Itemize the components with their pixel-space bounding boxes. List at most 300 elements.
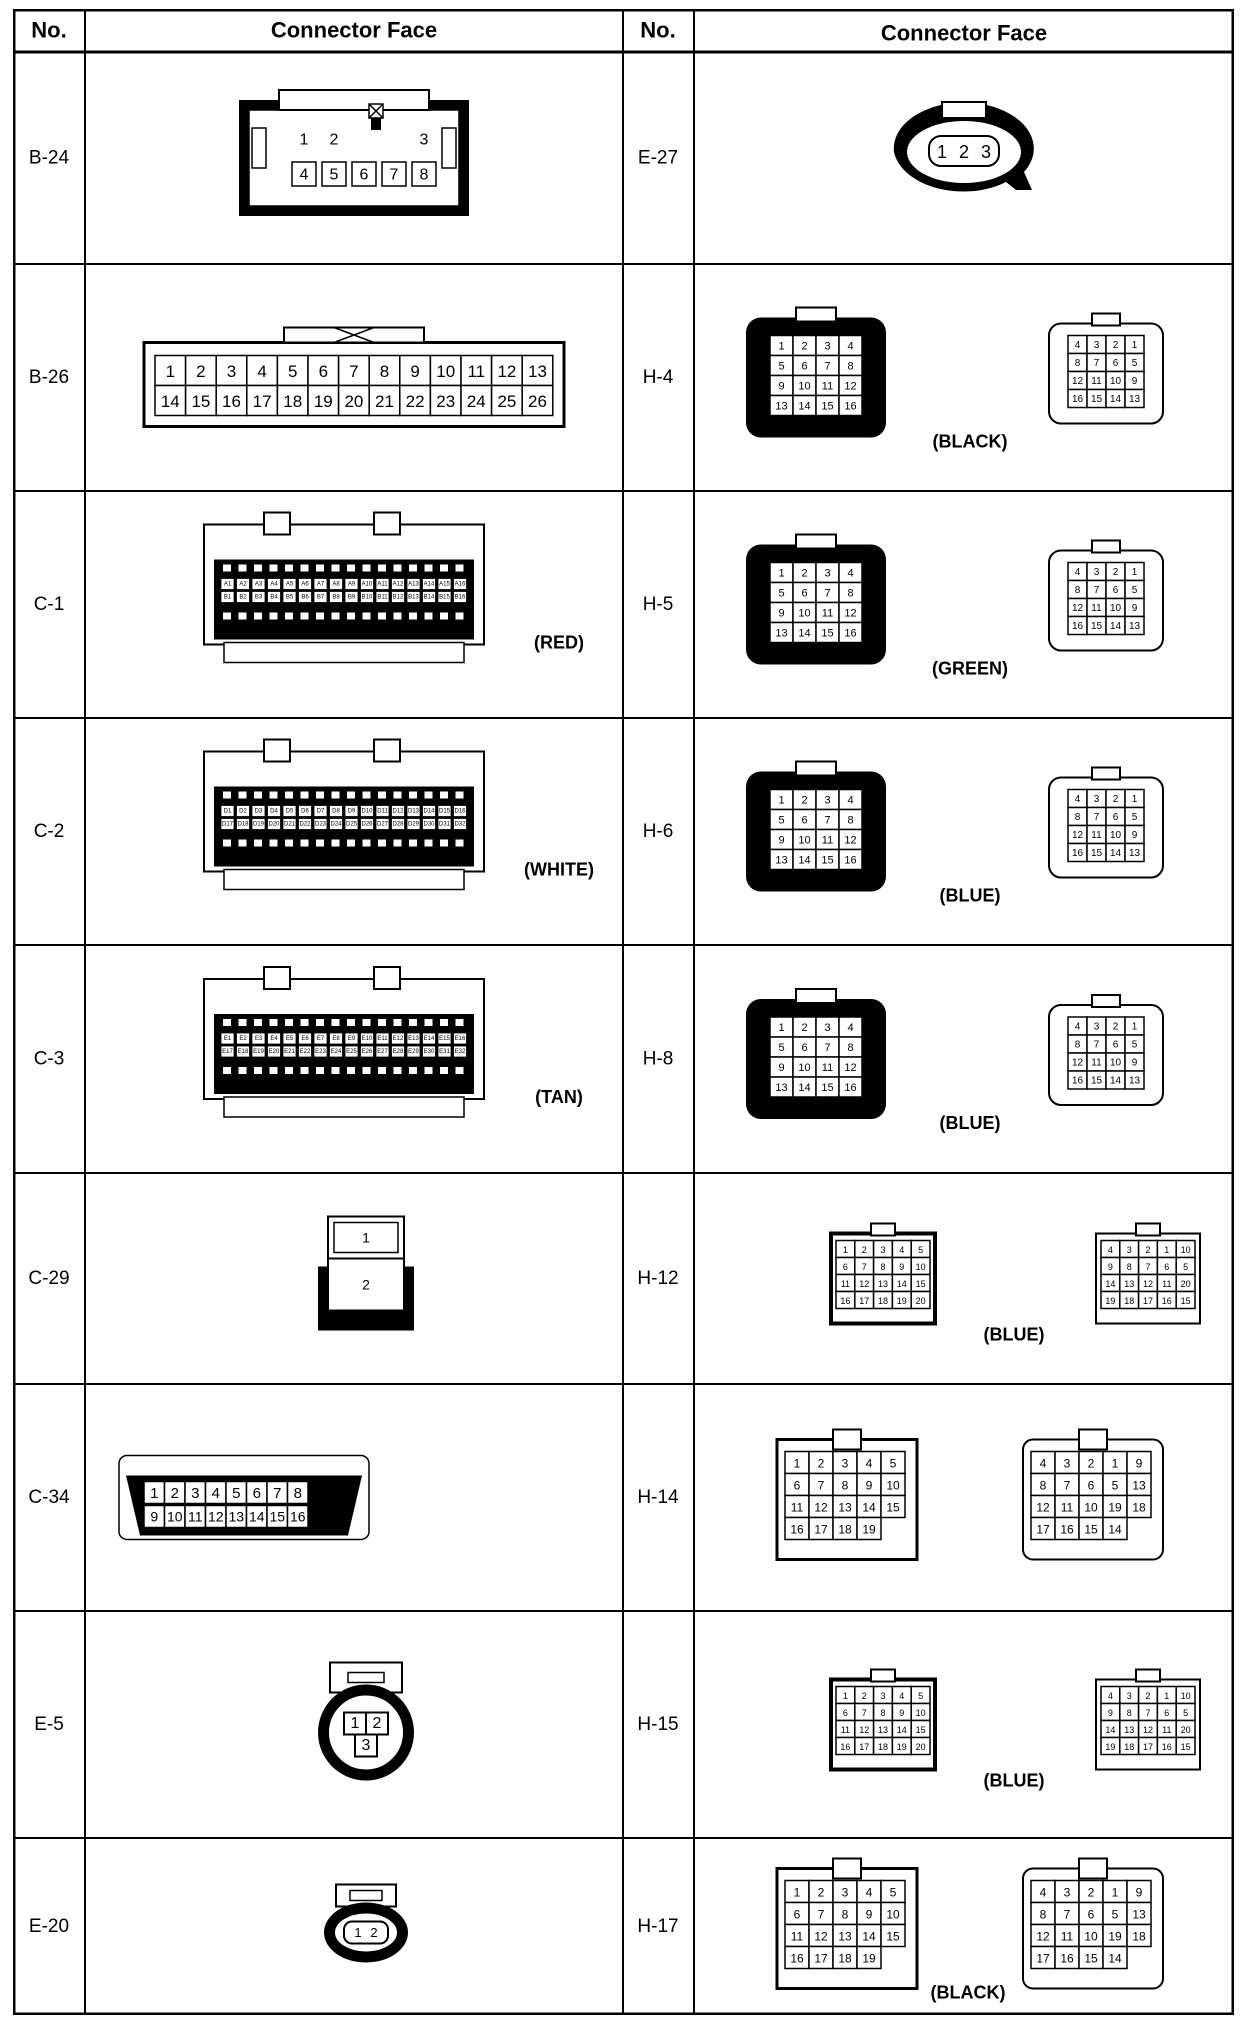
pin-label: 11 — [1060, 1929, 1074, 1944]
pin-hole — [363, 565, 371, 572]
pin-label: E5 — [285, 1036, 294, 1042]
pin-hole — [456, 565, 464, 572]
pin-label: 12 — [1142, 1279, 1154, 1289]
header-connector-face: Connector Face — [270, 17, 438, 43]
latch-lock — [371, 118, 381, 130]
pin-label: 10 — [1109, 1057, 1122, 1069]
pin-hole — [363, 613, 371, 620]
pin-label: A5 — [285, 581, 294, 588]
pin-label: 4 — [1074, 1021, 1081, 1033]
pin-label: 2 — [1145, 1691, 1151, 1701]
pin-label: 18 — [1132, 1500, 1146, 1515]
pin-label: E32 — [454, 1049, 466, 1055]
pin-label: 9 — [1135, 1456, 1143, 1471]
connector-number: B-24 — [28, 147, 70, 169]
connector-h-4 — [643, 308, 1163, 452]
pin-label: 15 — [821, 854, 834, 867]
pin-label: 5 — [918, 1691, 924, 1701]
pin-hole — [254, 840, 262, 847]
header-no: No. — [640, 17, 676, 43]
pin-label: 1 — [778, 1022, 785, 1034]
pin-label: 1 — [165, 362, 176, 381]
pin-label: A6 — [301, 581, 309, 588]
pin-label: 5 — [1111, 1478, 1119, 1493]
pin-label: 4 — [899, 1245, 905, 1255]
connector-c-34 — [28, 1456, 369, 1540]
pin-label: 18 — [877, 1742, 889, 1752]
pin-hole — [440, 792, 448, 799]
pin-label: 3 — [191, 1485, 200, 1502]
pin-label: 1 — [793, 1885, 801, 1900]
pin-label: 14 — [1105, 1279, 1116, 1289]
pin-label: 9 — [778, 380, 785, 393]
pin-label: A2 — [239, 581, 247, 588]
pin-hole — [223, 565, 231, 572]
connector-h-14 — [637, 1430, 1163, 1560]
pin-label: 16 — [844, 854, 857, 867]
pin-label: 7 — [1145, 1708, 1151, 1718]
pin-label: B9 — [347, 594, 356, 601]
pin-label: 10 — [915, 1262, 926, 1272]
pin-label: A14 — [423, 581, 435, 588]
pin-hole — [394, 613, 402, 620]
pin-label: 11 — [187, 1508, 203, 1525]
pin-label: E1 — [223, 1036, 232, 1042]
connector-h-17 — [637, 1859, 1163, 2003]
pin-label: D27 — [376, 821, 389, 828]
pin-label: 14 — [862, 1929, 876, 1944]
pin-label: 5 — [1183, 1708, 1189, 1718]
pin-label: 15 — [1084, 1522, 1098, 1537]
pin-label: 2 — [817, 1456, 825, 1471]
pin-label: D22 — [299, 821, 311, 828]
pin-hole — [270, 613, 278, 620]
connector-number: E-5 — [34, 1714, 64, 1735]
pin-hole — [363, 1067, 371, 1074]
pin-label: 2 — [958, 142, 970, 162]
pin-label: 13 — [877, 1725, 889, 1735]
pin-label: 10 — [166, 1508, 183, 1525]
pin-label: 11 — [840, 1279, 851, 1289]
pin-label: 1 — [299, 131, 309, 149]
pin-label: D29 — [407, 821, 420, 828]
pin-label: 3 — [1093, 1021, 1100, 1033]
base — [224, 870, 464, 890]
pin-label: 8 — [293, 1485, 302, 1502]
pin-hole — [316, 613, 324, 620]
pin-label: 20 — [915, 1742, 926, 1752]
pin-label: 14 — [1109, 394, 1122, 405]
pin-label: 5 — [1131, 1039, 1138, 1051]
pin-label: E23 — [315, 1049, 326, 1055]
pin-label: 19 — [1105, 1742, 1116, 1752]
pin-label: 11 — [840, 1725, 851, 1735]
pin-hole — [347, 565, 355, 572]
pin-label: 17 — [814, 1951, 828, 1966]
latch — [1136, 1670, 1160, 1682]
pin-label: 6 — [1112, 358, 1119, 369]
pin-label: 1 — [1111, 1456, 1119, 1471]
pin-label: 3 — [980, 142, 992, 162]
pin-label: 14 — [1105, 1725, 1116, 1735]
pin-label: 1 — [842, 1245, 848, 1255]
pin-hole — [425, 1067, 433, 1074]
pin-label: 8 — [847, 814, 854, 827]
pin-label: 15 — [191, 392, 211, 411]
pin-label: 4 — [1074, 340, 1081, 351]
pin-hole — [409, 840, 417, 847]
pin-label: 2 — [1145, 1245, 1151, 1255]
pin-label: 14 — [1108, 1951, 1122, 1966]
pin-label: 1 — [1131, 794, 1138, 805]
pin-label: A16 — [454, 581, 466, 588]
pin-hole — [378, 1019, 386, 1026]
latch — [796, 989, 836, 1003]
pin-hole — [440, 613, 448, 620]
pin-label: 2 — [801, 567, 808, 580]
pin-label: 15 — [821, 627, 834, 640]
pin-label: D32 — [454, 821, 466, 828]
connector-c-3 — [34, 967, 583, 1117]
pin-label: 5 — [1131, 358, 1138, 369]
pin-hole — [456, 1067, 464, 1074]
pin-label: 20 — [1180, 1725, 1191, 1735]
guide — [754, 1029, 762, 1069]
pin-label: 12 — [1036, 1500, 1050, 1515]
pin-label: 16 — [1161, 1742, 1172, 1752]
pin-label: 4 — [299, 166, 309, 184]
connector-face-table — [13, 9, 1234, 2015]
pin-label: D19 — [252, 821, 265, 828]
pin-label: 6 — [801, 360, 808, 373]
pin-label: 1 — [1131, 1021, 1138, 1033]
pin-hole — [301, 1019, 309, 1026]
pin-label: D18 — [237, 821, 249, 828]
pin-label: 12 — [1071, 376, 1084, 387]
pin-label: 5 — [889, 1456, 897, 1471]
pin-label: 10 — [886, 1478, 900, 1493]
pin-label: A11 — [377, 581, 388, 588]
pin-label: 14 — [798, 627, 811, 640]
pin-hole — [285, 1067, 293, 1074]
pin-label: 5 — [1131, 585, 1138, 596]
pin-label: 11 — [821, 1062, 834, 1074]
pin-label: 9 — [865, 1478, 873, 1493]
pin-label: 9 — [150, 1508, 159, 1525]
connector-color-label: (BLUE) — [939, 885, 1001, 906]
pin-label: 9 — [1131, 376, 1138, 387]
pin-label: 13 — [1128, 394, 1141, 405]
pin-label: 1 — [1131, 567, 1138, 578]
pin-label: A9 — [347, 581, 356, 588]
pin-label: 5 — [329, 166, 339, 184]
pin-label: D11 — [377, 808, 388, 815]
connector-c-29 — [28, 1217, 414, 1331]
pin-label: 6 — [252, 1485, 261, 1502]
pin-hole — [378, 565, 386, 572]
pin-label: 19 — [896, 1742, 907, 1752]
pin-label: 16 — [844, 1082, 857, 1094]
pin-label: 11 — [1091, 603, 1102, 614]
pin-label: 23 — [436, 392, 456, 411]
pin-label: E8 — [332, 1036, 340, 1042]
pin-label: D28 — [392, 821, 404, 828]
pin-label: 5 — [778, 814, 785, 827]
pin-label: 11 — [1091, 376, 1102, 387]
pin-label: 1 — [778, 567, 785, 580]
pin-hole — [394, 565, 402, 572]
pin-label: B16 — [454, 594, 466, 601]
pin-label: 9 — [865, 1907, 873, 1922]
pin-label: 13 — [1124, 1725, 1135, 1735]
latch — [348, 1673, 384, 1683]
pin-label: 26 — [528, 392, 547, 411]
pin-hole — [270, 1067, 278, 1074]
latch — [942, 102, 986, 118]
pin-hole — [285, 613, 293, 620]
pin-label: 11 — [1091, 830, 1102, 841]
pin-hole — [394, 1019, 402, 1026]
pin-label: E31 — [439, 1049, 450, 1055]
pin-label: 6 — [359, 166, 369, 184]
pin-label: A4 — [270, 581, 278, 588]
pin-label: 4 — [211, 1485, 220, 1502]
connector-number: C-34 — [28, 1487, 70, 1508]
connector-face — [249, 110, 459, 206]
pin-label: E6 — [301, 1036, 309, 1042]
connector-number: H-8 — [642, 1048, 674, 1070]
latch — [1092, 768, 1120, 780]
pin-label: 17 — [1036, 1522, 1050, 1537]
pin-hole — [394, 792, 402, 799]
pin-label: 14 — [798, 400, 811, 413]
pin-label: 20 — [1180, 1279, 1191, 1289]
pin-label: 17 — [814, 1522, 828, 1537]
pin-label: 14 — [862, 1500, 876, 1515]
pin-label: 1 — [150, 1485, 159, 1502]
pin-label: 4 — [1074, 794, 1081, 805]
pin-label: 11 — [1060, 1500, 1074, 1515]
connector-number: H-6 — [642, 821, 674, 842]
pin-label: 3 — [880, 1245, 886, 1255]
connector-h-12 — [637, 1224, 1200, 1345]
pin-label: 8 — [1074, 585, 1081, 596]
pin-label: 16 — [1071, 848, 1084, 859]
pin-label: 12 — [1142, 1725, 1154, 1735]
pin-hole — [409, 613, 417, 620]
pin-label: 2 — [372, 1715, 382, 1732]
pin-label: 15 — [821, 1082, 834, 1094]
pin-label: 17 — [859, 1742, 870, 1752]
pin-hole — [440, 840, 448, 847]
pin-label: D21 — [283, 821, 296, 828]
pin-label: 2 — [196, 362, 206, 381]
pin-label: 4 — [257, 362, 267, 381]
pin-hole — [347, 840, 355, 847]
latch — [871, 1670, 895, 1682]
pin-label: 13 — [877, 1279, 889, 1289]
pin-label: 2 — [1112, 1021, 1119, 1033]
pin-label: 17 — [1142, 1742, 1154, 1752]
pin-label: 4 — [1074, 567, 1081, 578]
pin-label: B15 — [439, 594, 450, 601]
pin-hole — [456, 792, 464, 799]
pin-label: 10 — [798, 607, 811, 620]
pin-label: 6 — [1087, 1478, 1095, 1493]
connector-number: H-12 — [637, 1268, 679, 1289]
pin-label: 19 — [862, 1522, 876, 1537]
latch — [796, 308, 836, 322]
pin-label: E17 — [222, 1049, 233, 1055]
pin-hole — [347, 613, 355, 620]
pin-label: 9 — [778, 1062, 785, 1074]
pin-label: 1 — [793, 1456, 801, 1471]
pin-label: D20 — [268, 821, 280, 828]
pin-label: 15 — [915, 1725, 926, 1735]
pin-label: 15 — [1180, 1742, 1191, 1752]
pin-label: 3 — [1126, 1245, 1132, 1255]
pin-label: 9 — [899, 1262, 905, 1272]
pin-label: 4 — [847, 1022, 854, 1034]
pin-label: 2 — [861, 1691, 867, 1701]
connector-color-label: (BLACK) — [930, 1982, 1006, 2003]
pin-label: 2 — [1112, 567, 1119, 578]
connector-c-1 — [34, 513, 584, 663]
pin-label: 16 — [289, 1508, 306, 1525]
pin-label: 8 — [379, 362, 390, 381]
pin-label: 3 — [841, 1456, 849, 1471]
pin-label: E4 — [270, 1036, 278, 1042]
pin-label: 4 — [1039, 1885, 1047, 1900]
pin-label: 7 — [817, 1907, 825, 1922]
pin-label: 16 — [1071, 394, 1084, 405]
pin-hole — [270, 1019, 278, 1026]
pin-label: E13 — [408, 1036, 419, 1042]
pin-label: 7 — [824, 587, 831, 600]
pin-hole — [239, 1067, 247, 1074]
pin-label: 4 — [1107, 1245, 1113, 1255]
pin-label: B7 — [316, 594, 325, 601]
pin-label: 18 — [1132, 1929, 1146, 1944]
pin-label: 6 — [318, 362, 329, 381]
latch — [1079, 1430, 1107, 1450]
pin-hole — [332, 792, 340, 799]
pin-label: 9 — [1107, 1708, 1113, 1718]
connector-h-15 — [637, 1670, 1200, 1791]
pin-label: D14 — [423, 808, 435, 815]
connector-number: B-26 — [28, 367, 70, 388]
pin-label: 10 — [1180, 1245, 1191, 1255]
pin-label: E9 — [347, 1036, 356, 1042]
pin-label: 9 — [1107, 1262, 1113, 1272]
pin-label: 5 — [778, 1042, 785, 1054]
guide — [252, 128, 266, 168]
connector-e-27 — [638, 102, 1034, 192]
pin-label: 3 — [1126, 1691, 1132, 1701]
connector-color-label: (GREEN) — [932, 658, 1008, 679]
pin-label: 11 — [1091, 1057, 1102, 1069]
pin-label: D4 — [270, 808, 278, 815]
pin-label: 17 — [859, 1296, 870, 1306]
pin-label: D7 — [316, 808, 325, 815]
pin-label: 12 — [844, 607, 857, 620]
pin-label: 12 — [859, 1279, 870, 1289]
pin-label: 12 — [814, 1500, 828, 1515]
pin-hole — [270, 565, 278, 572]
pin-label: 8 — [1039, 1478, 1047, 1493]
pin-label: A8 — [332, 581, 340, 588]
pin-label: 15 — [886, 1500, 900, 1515]
pin-label: 2 — [861, 1245, 867, 1255]
connector-color-label: (BLACK) — [932, 431, 1008, 452]
pin-block — [344, 1922, 388, 1944]
pin-label: 15 — [269, 1508, 286, 1525]
pin-label: 6 — [842, 1262, 848, 1272]
connector-number: E-20 — [28, 1916, 70, 1937]
pin-label: D25 — [345, 821, 358, 828]
pin-label: 9 — [778, 834, 785, 847]
pin-label: 4 — [865, 1456, 873, 1471]
pin-label: 4 — [847, 567, 854, 580]
pin-hole — [378, 792, 386, 799]
pin-label: 3 — [824, 794, 831, 807]
pin-hole — [425, 1019, 433, 1026]
pin-label: 8 — [841, 1907, 849, 1922]
pin-hole — [301, 565, 309, 572]
pin-label: 18 — [877, 1296, 889, 1306]
pin-label: A7 — [316, 581, 325, 588]
pin-label: 7 — [861, 1262, 867, 1272]
pin-hole — [425, 792, 433, 799]
pin-label: 15 — [886, 1929, 900, 1944]
pin-label: 11 — [790, 1929, 804, 1944]
pin-label: 13 — [775, 400, 788, 413]
pin-label: 15 — [1090, 394, 1103, 405]
pin-label: 4 — [1039, 1456, 1047, 1471]
pin-label: 16 — [840, 1296, 851, 1306]
pin-label: 16 — [790, 1951, 804, 1966]
pin-label: E24 — [330, 1049, 342, 1055]
latch — [871, 1224, 895, 1236]
pin-label: 12 — [859, 1725, 870, 1735]
pin-label: 16 — [844, 627, 857, 640]
pin-hole — [456, 613, 464, 620]
pin-label: E20 — [268, 1049, 280, 1055]
connector-number: H-15 — [637, 1714, 679, 1735]
pin-label: 2 — [1087, 1456, 1095, 1471]
pin-hole — [301, 792, 309, 799]
pin-label: 13 — [1128, 848, 1141, 859]
pin-hole — [440, 565, 448, 572]
base — [224, 643, 464, 663]
pin-label: 10 — [798, 1062, 811, 1074]
pin-label: D23 — [314, 821, 327, 828]
pin-label: D26 — [361, 821, 373, 828]
pin-label: 10 — [1180, 1691, 1191, 1701]
pin-label: 18 — [283, 392, 303, 411]
pin-label: 15 — [915, 1279, 926, 1289]
pin-label: E28 — [392, 1049, 404, 1055]
pin-label: 11 — [1162, 1279, 1172, 1289]
pin-label: 1 — [778, 340, 785, 353]
guide — [870, 575, 878, 615]
pin-hole — [332, 613, 340, 620]
pin-label: 8 — [1039, 1907, 1047, 1922]
pin-label: 19 — [313, 392, 333, 411]
pin-label: 3 — [824, 340, 831, 353]
pin-hole — [254, 1019, 262, 1026]
pin-label: 7 — [1063, 1907, 1071, 1922]
